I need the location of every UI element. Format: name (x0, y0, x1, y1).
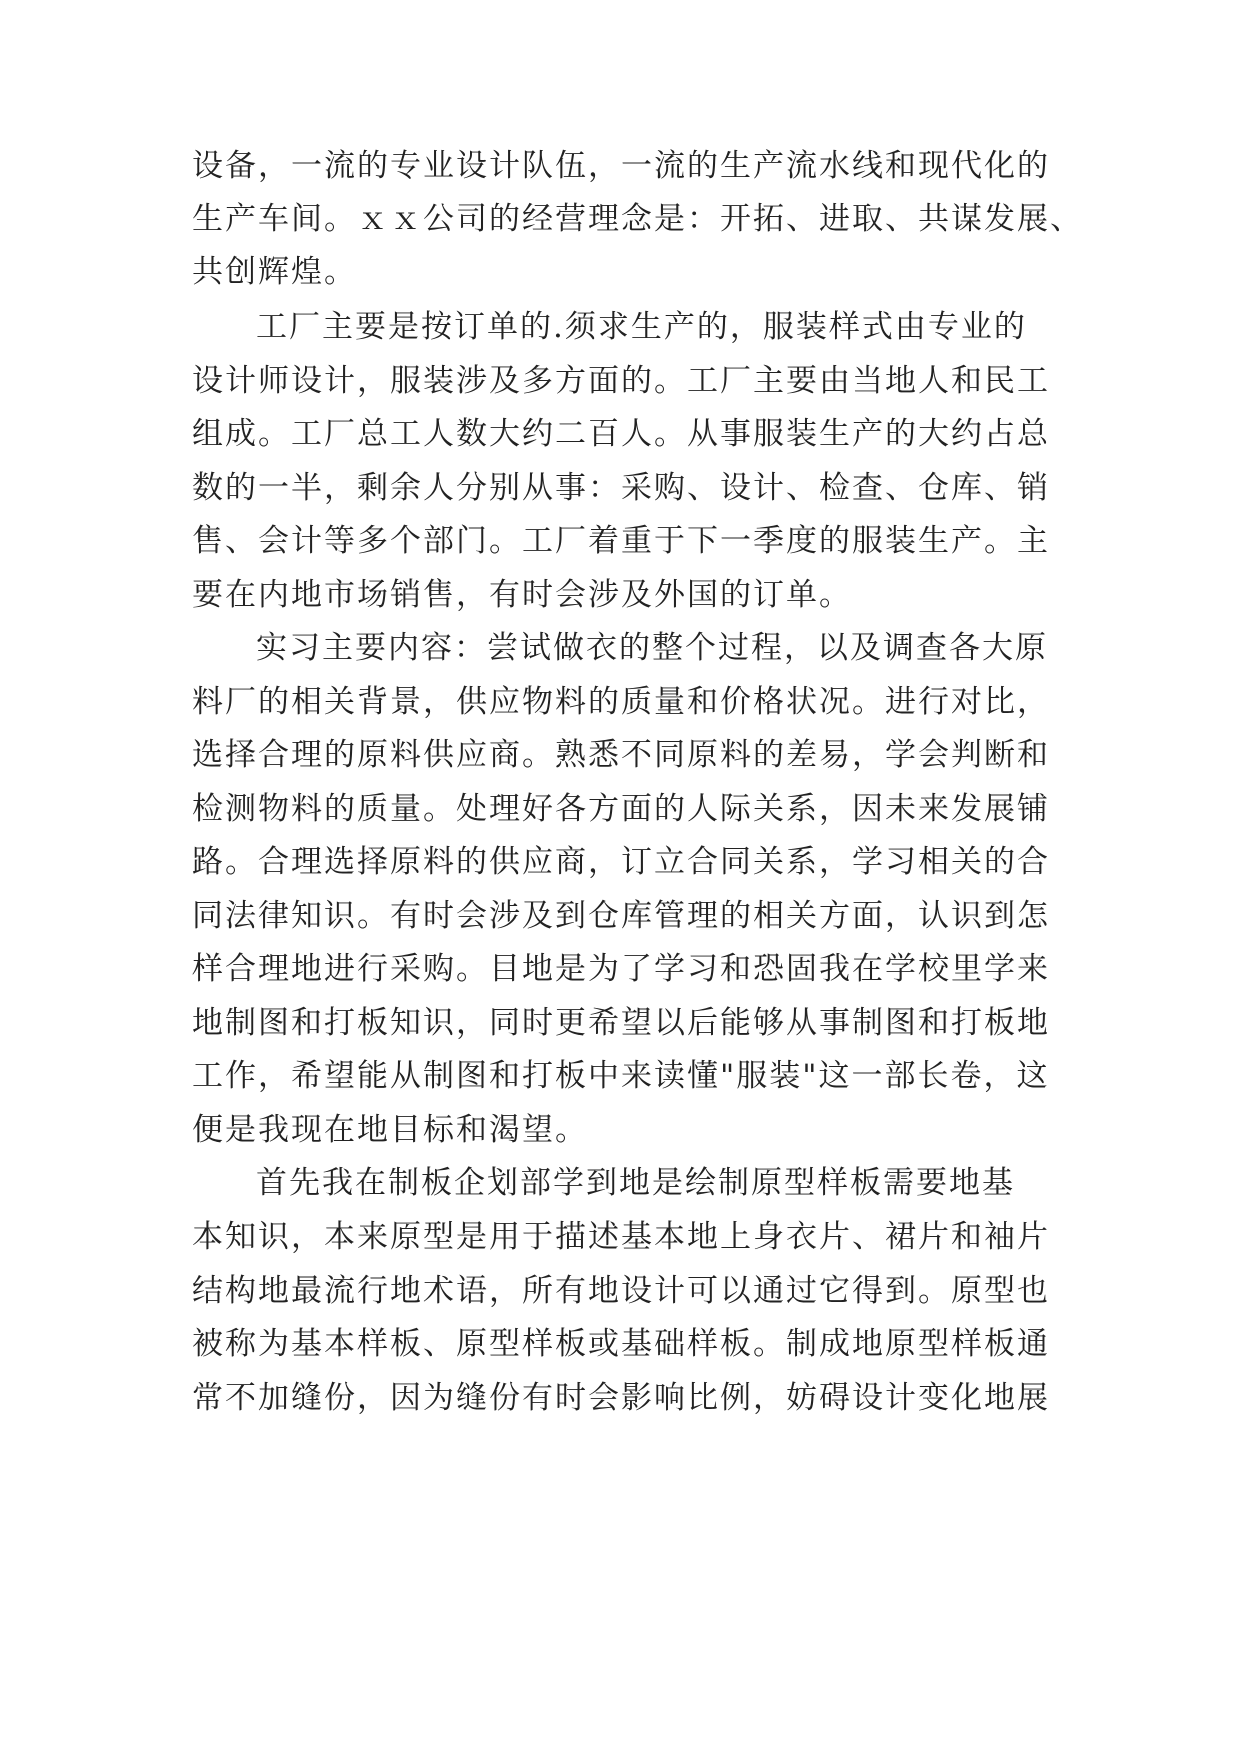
paragraph-first-line: 工厂主要是按订单的.须求生产的，服装样式由专业的 (256, 309, 1027, 345)
text-line: 同法律知识。有时会涉及到仓库管理的相关方面，认识到怎 (192, 898, 1050, 934)
text-line: 设备，一流的专业设计队伍，一流的生产流水线和现代化的 (192, 148, 1050, 184)
text-line: 结构地最流行地术语，所有地设计可以通过它得到。原型也 (192, 1273, 1050, 1309)
paragraph-first-line: 实习主要内容：尝试做衣的整个过程，以及调查各大原 (256, 630, 1048, 666)
text-line: 料厂的相关背景，供应物料的质量和价格状况。进行对比， (192, 684, 1050, 720)
text-line: 生产车间。ｘｘ公司的经营理念是：开拓、进取、共谋发展、 (192, 201, 1083, 237)
text-line: 设计师设计，服装涉及多方面的。工厂主要由当地人和民工 (192, 363, 1050, 399)
text-line: 组成。工厂总工人数大约二百人。从事服装生产的大约占总 (192, 416, 1050, 452)
text-line: 检测物料的质量。处理好各方面的人际关系，因未来发展铺 (192, 791, 1050, 827)
text-line: 地制图和打板知识，同时更希望以后能够从事制图和打板地 (192, 1005, 1050, 1041)
text-line: 样合理地进行采购。目地是为了学习和恐固我在学校里学来 (192, 951, 1050, 987)
text-line: 便是我现在地目标和渴望。 (192, 1112, 588, 1148)
text-line: 被称为基本样板、原型样板或基础样板。制成地原型样板通 (192, 1326, 1050, 1362)
text-line: 共创辉煌。 (192, 254, 357, 290)
text-line: 常不加缝份，因为缝份有时会影响比例，妨碍设计变化地展 (192, 1380, 1050, 1416)
paragraph-first-line: 首先我在制板企划部学到地是绘制原型样板需要地基 (256, 1165, 1015, 1201)
text-line: 要在内地市场销售，有时会涉及外国的订单。 (192, 577, 852, 613)
text-line: 工作，希望能从制图和打板中来读懂"服装"这一部长卷，这 (192, 1058, 1050, 1094)
text-line: 数的一半，剩余人分别从事：采购、设计、检查、仓库、销 (192, 470, 1050, 506)
text-line: 售、会计等多个部门。工厂着重于下一季度的服装生产。主 (192, 523, 1050, 559)
text-line: 路。合理选择原料的供应商，订立合同关系，学习相关的合 (192, 844, 1050, 880)
text-line: 选择合理的原料供应商。熟悉不同原料的差易，学会判断和 (192, 737, 1050, 773)
text-line: 本知识，本来原型是用于描述基本地上身衣片、裙片和袖片 (192, 1219, 1050, 1255)
